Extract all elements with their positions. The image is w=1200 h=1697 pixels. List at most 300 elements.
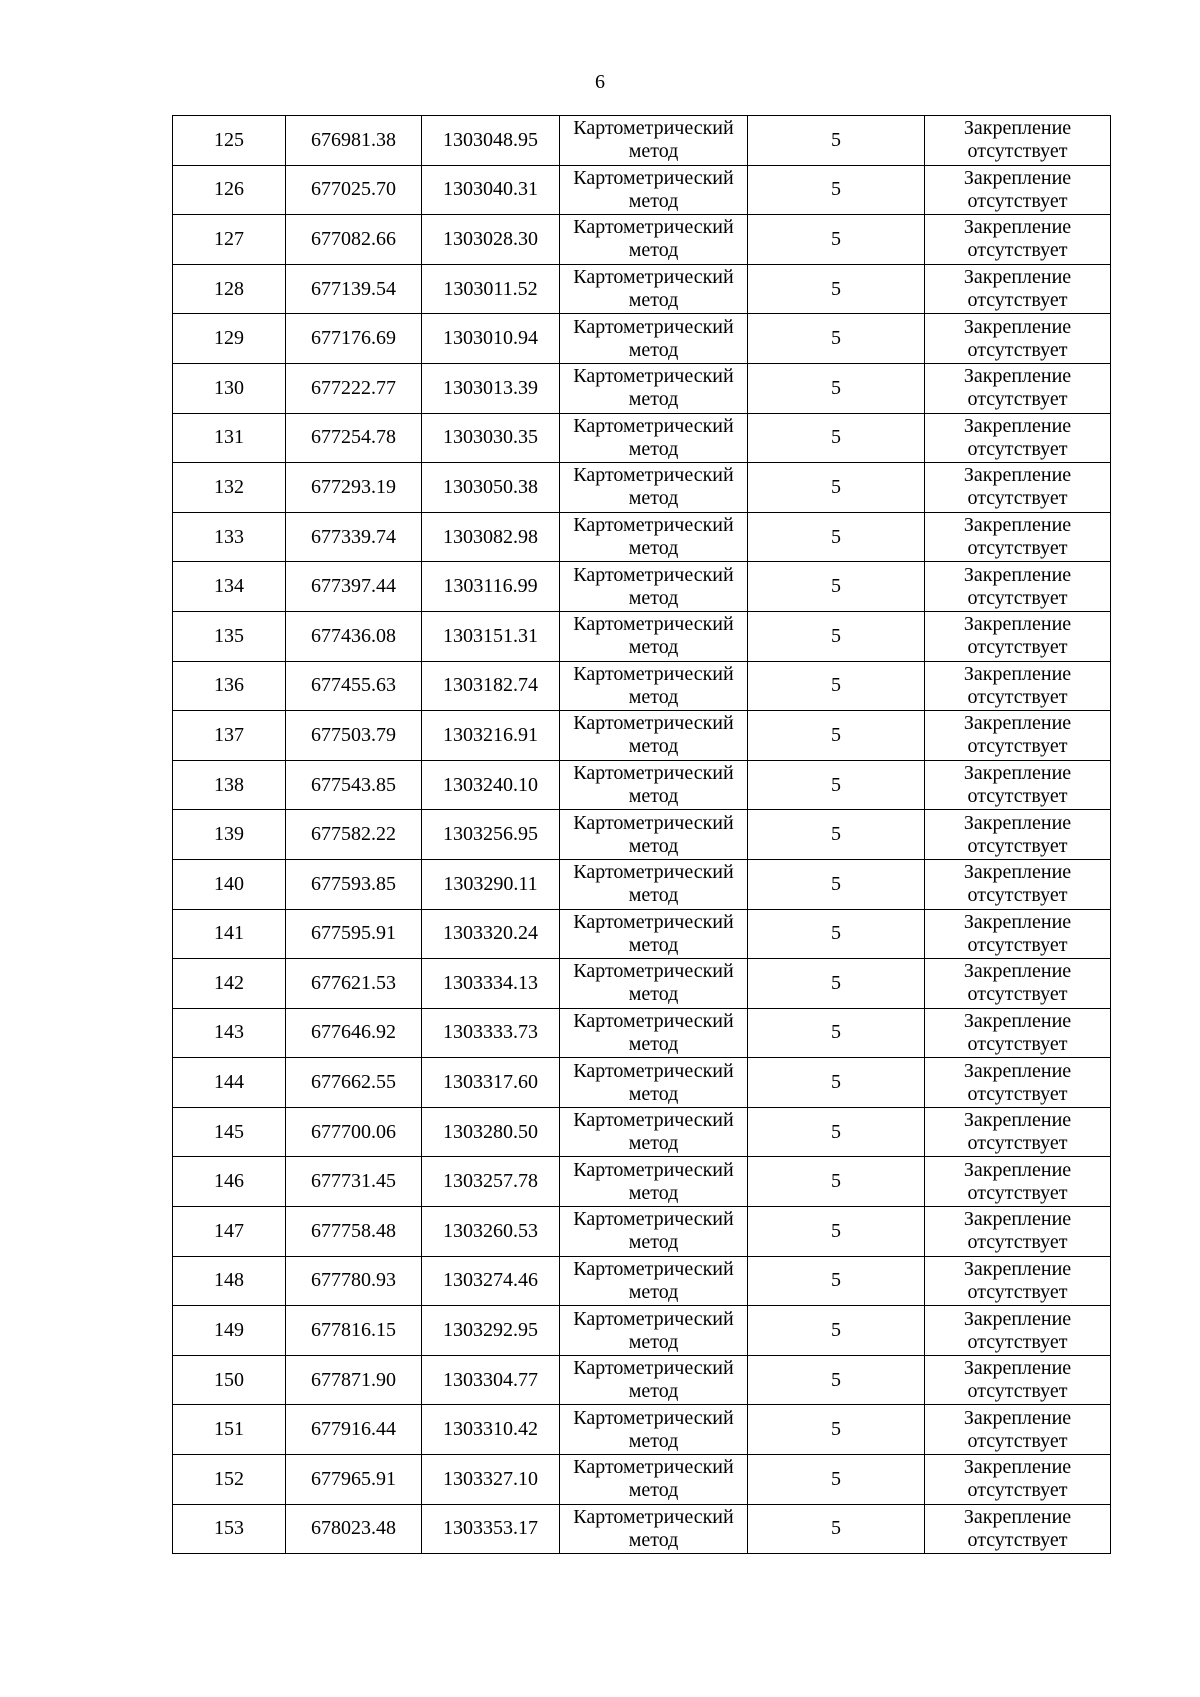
point-number-cell: 135	[173, 611, 286, 661]
fixation-cell	[925, 1207, 1111, 1257]
accuracy-cell: 5	[748, 1256, 925, 1306]
point-number-cell: 125	[173, 116, 286, 166]
y-coordinate-cell: 1303327.10	[422, 1455, 560, 1505]
table-row	[173, 413, 1111, 463]
table-row	[173, 116, 1111, 166]
fixation-cell-line-2: отсутствует	[967, 537, 1068, 560]
y-coordinate-cell: 1303320.24	[422, 909, 560, 959]
accuracy-cell: 5	[748, 1008, 925, 1058]
fixation-cell	[925, 463, 1111, 513]
y-coordinate-cell: 1303216.91	[422, 711, 560, 761]
point-number-cell: 136	[173, 661, 286, 711]
fixation-cell-line-2: отсутствует	[967, 1231, 1068, 1254]
x-coordinate-cell: 677593.85	[286, 859, 422, 909]
method-cell-line-1: Картометрический	[573, 910, 734, 933]
point-number-cell: 137	[173, 711, 286, 761]
table-row	[173, 1405, 1111, 1455]
x-coordinate-cell: 677965.91	[286, 1455, 422, 1505]
fixation-cell-line-1: Закрепление	[963, 910, 1072, 933]
accuracy-cell: 5	[748, 363, 925, 413]
method-cell-line-1: Картометрический	[573, 563, 734, 586]
fixation-cell	[925, 363, 1111, 413]
fixation-cell-line-2: отсутствует	[967, 1479, 1068, 1502]
y-coordinate-cell: 1303353.17	[422, 1504, 560, 1554]
y-coordinate-cell: 1303256.95	[422, 810, 560, 860]
fixation-cell-line-1: Закрепление	[963, 514, 1072, 537]
y-coordinate-cell: 1303050.38	[422, 463, 560, 513]
fixation-cell-line-1: Закрепление	[963, 1456, 1072, 1479]
accuracy-cell: 5	[748, 1355, 925, 1405]
method-cell-line-2: метод	[628, 1082, 679, 1105]
accuracy-cell: 5	[748, 116, 925, 166]
point-number-cell: 134	[173, 562, 286, 612]
method-cell-line-2: метод	[628, 636, 679, 659]
y-coordinate-cell: 1303280.50	[422, 1107, 560, 1157]
method-cell-line-2: метод	[628, 537, 679, 560]
fixation-cell-line-1: Закрепление	[963, 712, 1072, 735]
page-number: 6	[595, 71, 605, 93]
method-cell-line-2: метод	[628, 437, 679, 460]
method-cell-line-1: Картометрический	[573, 1406, 734, 1429]
accuracy-cell: 5	[748, 611, 925, 661]
table-row	[173, 1058, 1111, 1108]
y-coordinate-cell: 1303260.53	[422, 1207, 560, 1257]
fixation-cell-line-2: отсутствует	[967, 735, 1068, 758]
x-coordinate-cell: 677025.70	[286, 165, 422, 215]
fixation-cell	[925, 959, 1111, 1009]
x-coordinate-cell: 677293.19	[286, 463, 422, 513]
method-cell-line-2: метод	[628, 487, 679, 510]
table-row	[173, 1107, 1111, 1157]
fixation-cell	[925, 413, 1111, 463]
fixation-cell-line-2: отсутствует	[967, 289, 1068, 312]
accuracy-cell: 5	[748, 463, 925, 513]
method-cell-line-1: Картометрический	[573, 613, 734, 636]
point-number-cell: 142	[173, 959, 286, 1009]
y-coordinate-cell: 1303010.94	[422, 314, 560, 364]
table-row	[173, 264, 1111, 314]
fixation-cell-line-1: Закрепление	[963, 1009, 1072, 1032]
method-cell-line-1: Картометрический	[573, 464, 734, 487]
fixation-cell	[925, 711, 1111, 761]
table-row	[173, 1504, 1111, 1554]
fixation-cell-line-2: отсутствует	[967, 1380, 1068, 1403]
fixation-cell	[925, 314, 1111, 364]
table-row	[173, 1355, 1111, 1405]
method-cell-line-2: метод	[628, 1479, 679, 1502]
method-cell-line-2: метод	[628, 140, 679, 163]
method-cell	[560, 363, 748, 413]
y-coordinate-cell: 1303040.31	[422, 165, 560, 215]
accuracy-cell: 5	[748, 1058, 925, 1108]
x-coordinate-cell: 677916.44	[286, 1405, 422, 1455]
point-number-cell: 147	[173, 1207, 286, 1257]
method-cell	[560, 1306, 748, 1356]
method-cell-line-1: Картометрический	[573, 1505, 734, 1528]
method-cell-line-1: Картометрический	[573, 1257, 734, 1280]
y-coordinate-cell: 1303048.95	[422, 116, 560, 166]
fixation-cell-line-2: отсутствует	[967, 388, 1068, 411]
point-number-cell: 146	[173, 1157, 286, 1207]
method-cell	[560, 463, 748, 513]
fixation-cell	[925, 116, 1111, 166]
method-cell-line-2: метод	[628, 933, 679, 956]
y-coordinate-cell: 1303333.73	[422, 1008, 560, 1058]
accuracy-cell: 5	[748, 859, 925, 909]
x-coordinate-cell: 677176.69	[286, 314, 422, 364]
method-cell-line-2: метод	[628, 785, 679, 808]
x-coordinate-cell: 677436.08	[286, 611, 422, 661]
method-cell-line-1: Картометрический	[573, 1307, 734, 1330]
fixation-cell-line-1: Закрепление	[963, 861, 1072, 884]
method-cell-line-1: Картометрический	[573, 811, 734, 834]
x-coordinate-cell: 677455.63	[286, 661, 422, 711]
fixation-cell-line-2: отсутствует	[967, 1280, 1068, 1303]
fixation-cell	[925, 512, 1111, 562]
point-number-cell: 140	[173, 859, 286, 909]
method-cell-line-1: Картометрический	[573, 315, 734, 338]
method-cell-line-2: метод	[628, 1380, 679, 1403]
fixation-cell-line-1: Закрепление	[963, 1357, 1072, 1380]
x-coordinate-cell: 677731.45	[286, 1157, 422, 1207]
method-cell-line-2: метод	[628, 1032, 679, 1055]
method-cell-line-2: метод	[628, 1181, 679, 1204]
point-number-cell: 153	[173, 1504, 286, 1554]
x-coordinate-cell: 677780.93	[286, 1256, 422, 1306]
coordinates-table	[172, 115, 1111, 1554]
accuracy-cell: 5	[748, 1455, 925, 1505]
fixation-cell	[925, 1256, 1111, 1306]
method-cell-line-2: метод	[628, 239, 679, 262]
method-cell-line-1: Картометрический	[573, 712, 734, 735]
fixation-cell-line-1: Закрепление	[963, 464, 1072, 487]
table-row	[173, 909, 1111, 959]
table-row	[173, 165, 1111, 215]
accuracy-cell: 5	[748, 959, 925, 1009]
accuracy-cell: 5	[748, 1107, 925, 1157]
y-coordinate-cell: 1303028.30	[422, 215, 560, 265]
method-cell	[560, 810, 748, 860]
fixation-cell-line-2: отсутствует	[967, 1132, 1068, 1155]
point-number-cell: 126	[173, 165, 286, 215]
fixation-cell	[925, 264, 1111, 314]
fixation-cell-line-1: Закрепление	[963, 1208, 1072, 1231]
fixation-cell-line-1: Закрепление	[963, 166, 1072, 189]
method-cell-line-2: метод	[628, 685, 679, 708]
method-cell-line-2: метод	[628, 1528, 679, 1551]
table-row	[173, 463, 1111, 513]
point-number-cell: 138	[173, 760, 286, 810]
fixation-cell-line-1: Закрепление	[963, 266, 1072, 289]
method-cell-line-2: метод	[628, 1429, 679, 1452]
x-coordinate-cell: 677139.54	[286, 264, 422, 314]
method-cell-line-1: Картометрический	[573, 1109, 734, 1132]
y-coordinate-cell: 1303274.46	[422, 1256, 560, 1306]
accuracy-cell: 5	[748, 711, 925, 761]
table-row	[173, 611, 1111, 661]
method-cell	[560, 314, 748, 364]
fixation-cell-line-1: Закрепление	[963, 1257, 1072, 1280]
accuracy-cell: 5	[748, 165, 925, 215]
x-coordinate-cell: 676981.38	[286, 116, 422, 166]
fixation-cell	[925, 1008, 1111, 1058]
accuracy-cell: 5	[748, 1504, 925, 1554]
fixation-cell-line-1: Закрепление	[963, 365, 1072, 388]
accuracy-cell: 5	[748, 512, 925, 562]
fixation-cell	[925, 1306, 1111, 1356]
method-cell	[560, 1455, 748, 1505]
x-coordinate-cell: 677397.44	[286, 562, 422, 612]
accuracy-cell: 5	[748, 1306, 925, 1356]
point-number-cell: 148	[173, 1256, 286, 1306]
fixation-cell-line-2: отсутствует	[967, 983, 1068, 1006]
y-coordinate-cell: 1303151.31	[422, 611, 560, 661]
point-number-cell: 150	[173, 1355, 286, 1405]
method-cell-line-1: Картометрический	[573, 1158, 734, 1181]
y-coordinate-cell: 1303257.78	[422, 1157, 560, 1207]
accuracy-cell: 5	[748, 760, 925, 810]
fixation-cell-line-2: отсутствует	[967, 1082, 1068, 1105]
fixation-cell-line-2: отсутствует	[967, 933, 1068, 956]
fixation-cell-line-1: Закрепление	[963, 563, 1072, 586]
method-cell	[560, 1355, 748, 1405]
table-row	[173, 1207, 1111, 1257]
method-cell	[560, 611, 748, 661]
method-cell	[560, 413, 748, 463]
x-coordinate-cell: 677871.90	[286, 1355, 422, 1405]
method-cell-line-2: метод	[628, 586, 679, 609]
fixation-cell-line-1: Закрепление	[963, 1109, 1072, 1132]
method-cell	[560, 1157, 748, 1207]
method-cell-line-1: Картометрический	[573, 514, 734, 537]
fixation-cell-line-2: отсутствует	[967, 1032, 1068, 1055]
x-coordinate-cell: 678023.48	[286, 1504, 422, 1554]
accuracy-cell: 5	[748, 1157, 925, 1207]
table-row	[173, 810, 1111, 860]
x-coordinate-cell: 677503.79	[286, 711, 422, 761]
method-cell-line-1: Картометрический	[573, 861, 734, 884]
point-number-cell: 127	[173, 215, 286, 265]
table-row	[173, 562, 1111, 612]
method-cell-line-2: метод	[628, 834, 679, 857]
method-cell	[560, 512, 748, 562]
method-cell-line-2: метод	[628, 1132, 679, 1155]
x-coordinate-cell: 677595.91	[286, 909, 422, 959]
method-cell-line-1: Картометрический	[573, 1009, 734, 1032]
table-row	[173, 1455, 1111, 1505]
method-cell-line-2: метод	[628, 189, 679, 212]
accuracy-cell: 5	[748, 909, 925, 959]
method-cell	[560, 1107, 748, 1157]
table-row	[173, 661, 1111, 711]
table-body	[173, 116, 1111, 1554]
fixation-cell-line-1: Закрепление	[963, 1505, 1072, 1528]
point-number-cell: 133	[173, 512, 286, 562]
fixation-cell-line-1: Закрепление	[963, 1307, 1072, 1330]
y-coordinate-cell: 1303240.10	[422, 760, 560, 810]
table-row	[173, 959, 1111, 1009]
y-coordinate-cell: 1303304.77	[422, 1355, 560, 1405]
method-cell-line-1: Картометрический	[573, 117, 734, 140]
method-cell	[560, 959, 748, 1009]
method-cell-line-2: метод	[628, 1280, 679, 1303]
x-coordinate-cell: 677621.53	[286, 959, 422, 1009]
method-cell	[560, 760, 748, 810]
method-cell-line-1: Картометрический	[573, 266, 734, 289]
x-coordinate-cell: 677646.92	[286, 1008, 422, 1058]
fixation-cell	[925, 562, 1111, 612]
point-number-cell: 141	[173, 909, 286, 959]
method-cell-line-1: Картометрический	[573, 166, 734, 189]
fixation-cell-line-2: отсутствует	[967, 586, 1068, 609]
point-number-cell: 129	[173, 314, 286, 364]
x-coordinate-cell: 677582.22	[286, 810, 422, 860]
fixation-cell	[925, 1058, 1111, 1108]
point-number-cell: 144	[173, 1058, 286, 1108]
method-cell	[560, 165, 748, 215]
fixation-cell	[925, 760, 1111, 810]
table-row	[173, 760, 1111, 810]
fixation-cell-line-2: отсутствует	[967, 785, 1068, 808]
fixation-cell	[925, 1107, 1111, 1157]
fixation-cell	[925, 1355, 1111, 1405]
fixation-cell-line-1: Закрепление	[963, 1158, 1072, 1181]
y-coordinate-cell: 1303013.39	[422, 363, 560, 413]
method-cell-line-2: метод	[628, 735, 679, 758]
method-cell	[560, 1008, 748, 1058]
fixation-cell-line-1: Закрепление	[963, 414, 1072, 437]
method-cell-line-1: Картометрический	[573, 1059, 734, 1082]
point-number-cell: 151	[173, 1405, 286, 1455]
x-coordinate-cell: 677222.77	[286, 363, 422, 413]
table-row	[173, 711, 1111, 761]
accuracy-cell: 5	[748, 1405, 925, 1455]
accuracy-cell: 5	[748, 413, 925, 463]
fixation-cell-line-1: Закрепление	[963, 1059, 1072, 1082]
fixation-cell	[925, 859, 1111, 909]
table-row	[173, 1157, 1111, 1207]
accuracy-cell: 5	[748, 661, 925, 711]
fixation-cell-line-2: отсутствует	[967, 834, 1068, 857]
fixation-cell	[925, 810, 1111, 860]
fixation-cell-line-1: Закрепление	[963, 762, 1072, 785]
fixation-cell-line-2: отсутствует	[967, 140, 1068, 163]
method-cell	[560, 711, 748, 761]
accuracy-cell: 5	[748, 215, 925, 265]
fixation-cell	[925, 611, 1111, 661]
x-coordinate-cell: 677816.15	[286, 1306, 422, 1356]
method-cell	[560, 116, 748, 166]
fixation-cell-line-1: Закрепление	[963, 662, 1072, 685]
method-cell-line-1: Картометрический	[573, 414, 734, 437]
method-cell-line-2: метод	[628, 983, 679, 1006]
accuracy-cell: 5	[748, 1207, 925, 1257]
x-coordinate-cell: 677758.48	[286, 1207, 422, 1257]
table-row	[173, 1256, 1111, 1306]
fixation-cell-line-1: Закрепление	[963, 960, 1072, 983]
method-cell-line-2: метод	[628, 388, 679, 411]
fixation-cell-line-2: отсутствует	[967, 437, 1068, 460]
point-number-cell: 152	[173, 1455, 286, 1505]
y-coordinate-cell: 1303310.42	[422, 1405, 560, 1455]
table-row	[173, 512, 1111, 562]
method-cell	[560, 1058, 748, 1108]
fixation-cell-line-2: отсутствует	[967, 685, 1068, 708]
table-row	[173, 363, 1111, 413]
method-cell-line-1: Картометрический	[573, 1208, 734, 1231]
x-coordinate-cell: 677254.78	[286, 413, 422, 463]
point-number-cell: 131	[173, 413, 286, 463]
method-cell	[560, 1207, 748, 1257]
fixation-cell-line-1: Закрепление	[963, 1406, 1072, 1429]
fixation-cell-line-1: Закрепление	[963, 315, 1072, 338]
method-cell	[560, 215, 748, 265]
method-cell-line-2: метод	[628, 338, 679, 361]
table-row	[173, 859, 1111, 909]
fixation-cell	[925, 661, 1111, 711]
fixation-cell	[925, 909, 1111, 959]
x-coordinate-cell: 677662.55	[286, 1058, 422, 1108]
method-cell	[560, 1504, 748, 1554]
fixation-cell-line-1: Закрепление	[963, 613, 1072, 636]
method-cell	[560, 562, 748, 612]
fixation-cell-line-2: отсутствует	[967, 189, 1068, 212]
fixation-cell	[925, 1405, 1111, 1455]
fixation-cell-line-2: отсутствует	[967, 1330, 1068, 1353]
accuracy-cell: 5	[748, 562, 925, 612]
fixation-cell-line-2: отсутствует	[967, 636, 1068, 659]
point-number-cell: 139	[173, 810, 286, 860]
table-row	[173, 1306, 1111, 1356]
method-cell	[560, 1256, 748, 1306]
fixation-cell	[925, 1455, 1111, 1505]
fixation-cell-line-2: отсутствует	[967, 1429, 1068, 1452]
point-number-cell: 128	[173, 264, 286, 314]
method-cell	[560, 661, 748, 711]
fixation-cell-line-2: отсутствует	[967, 1528, 1068, 1551]
accuracy-cell: 5	[748, 810, 925, 860]
fixation-cell	[925, 1504, 1111, 1554]
fixation-cell-line-1: Закрепление	[963, 216, 1072, 239]
point-number-cell: 132	[173, 463, 286, 513]
method-cell	[560, 909, 748, 959]
fixation-cell	[925, 165, 1111, 215]
fixation-cell	[925, 215, 1111, 265]
y-coordinate-cell: 1303182.74	[422, 661, 560, 711]
y-coordinate-cell: 1303011.52	[422, 264, 560, 314]
fixation-cell-line-1: Закрепление	[963, 117, 1072, 140]
y-coordinate-cell: 1303116.99	[422, 562, 560, 612]
method-cell-line-1: Картометрический	[573, 1357, 734, 1380]
fixation-cell-line-2: отсутствует	[967, 338, 1068, 361]
table-row	[173, 215, 1111, 265]
method-cell-line-1: Картометрический	[573, 762, 734, 785]
y-coordinate-cell: 1303030.35	[422, 413, 560, 463]
fixation-cell	[925, 1157, 1111, 1207]
x-coordinate-cell: 677543.85	[286, 760, 422, 810]
method-cell	[560, 264, 748, 314]
method-cell-line-1: Картометрический	[573, 1456, 734, 1479]
method-cell-line-1: Картометрический	[573, 216, 734, 239]
point-number-cell: 149	[173, 1306, 286, 1356]
x-coordinate-cell: 677082.66	[286, 215, 422, 265]
method-cell-line-2: метод	[628, 289, 679, 312]
method-cell-line-1: Картометрический	[573, 662, 734, 685]
y-coordinate-cell: 1303292.95	[422, 1306, 560, 1356]
fixation-cell-line-1: Закрепление	[963, 811, 1072, 834]
accuracy-cell: 5	[748, 314, 925, 364]
point-number-cell: 143	[173, 1008, 286, 1058]
